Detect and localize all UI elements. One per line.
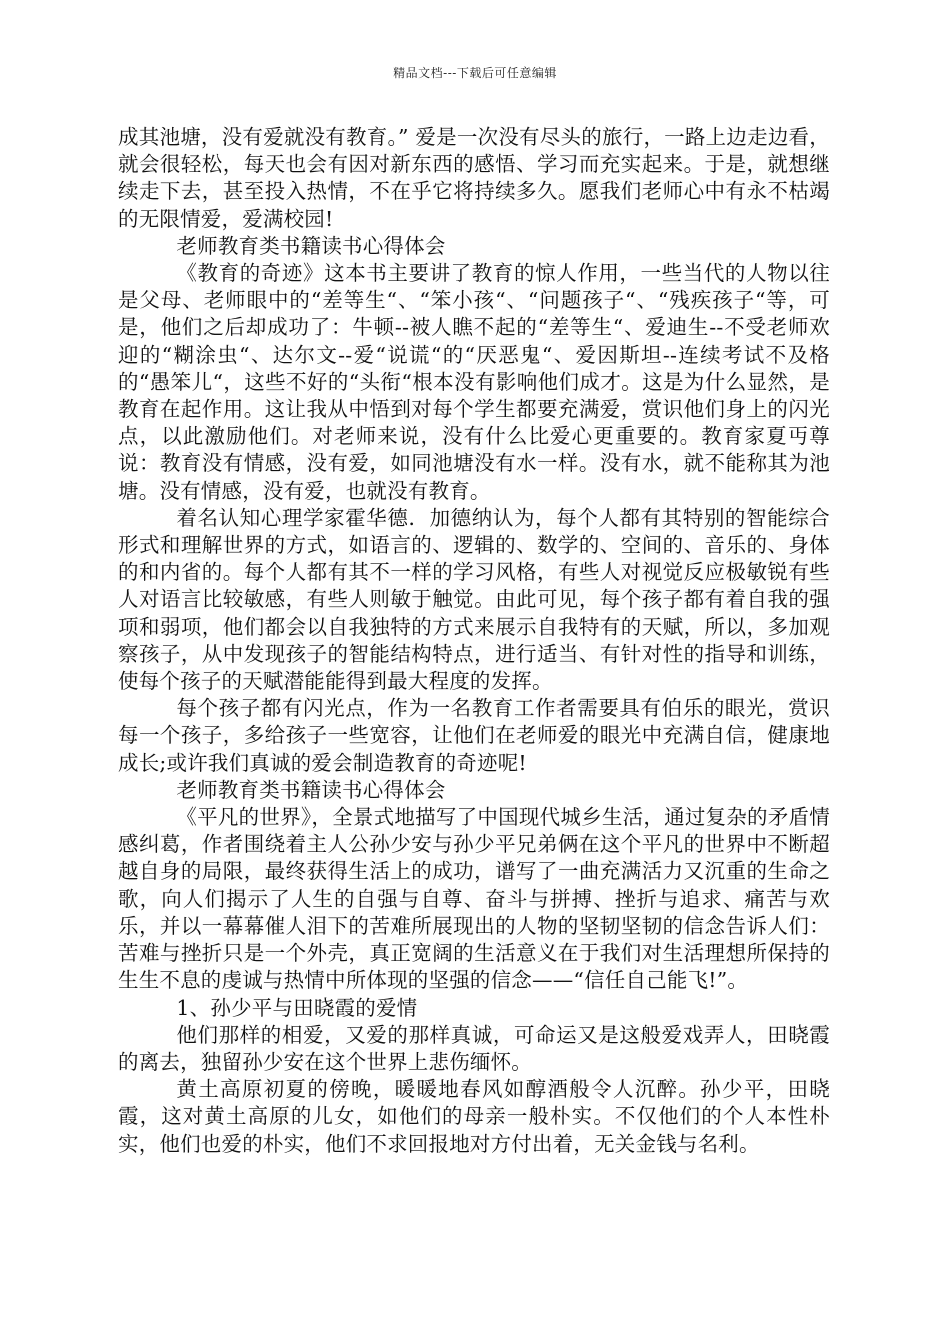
paragraph: 《平凡的世界》，全景式地描写了中国现代城乡生活，通过复杂的矛盾情感纠葛，作者围绕着主人公孙少安与孙少平兄弟俩在这个平凡的世界中不断超越自身的局限，最终获得生活上的成功，谱写了一曲充满活力又沉重的生命之歌，向人们揭示了人生的自强与自尊、奋斗与拼搏、挫折与追求、痛苦与欢乐，并以一幕幕催人泪下的苦难所展现出的人物的坚韧坚韧的信念告诉人们：苦难与挫折只是一个外壳，真正宽阔的生活意义在于我们对生活理想所保持的生生不息的虔诚与热情中所体现的坚强的信念——“信任自己能飞!”。 [118, 805, 830, 993]
document-body [118, 124, 830, 1158]
paragraph: 每个孩子都有闪光点，作为一名教育工作者需要具有伯乐的眼光，赏识每一个孩子，多给孩子一些宽容，让他们在老师爱的眼光中充满自信，健康地成长;或许我们真诚的爱会制造教育的奇迹呢! [118, 696, 830, 775]
section-heading: 老师教育类书籍读书心得体会 [176, 777, 446, 802]
paragraph: 《教育的奇迹》这本书主要讲了教育的惊人作用，一些当代的人物以往是父母、老师眼中的“差等生“、“笨小孩“、“问题孩子“、“残疾孩子“等，可是，他们之后却成功了：牛顿--被人瞧不起的“差等生“、爱迪生--不受老师欢迎的“糊涂虫“、达尔文--爱“说谎“的“厌恶鬼“、爱因斯坦--连续考试不及格的“愚笨儿“，这些不好的“头衔“根本没有影响他们成才。这是为什么显然，是教育在起作用。这让我从中悟到对每个学生都要充满爱，赏识他们身上的闪光点，以此激励他们。对老师来说，没有什么比爱心更重要的。教育家夏丏尊说：教育没有情感，没有爱，如同池塘没有水一样。没有水，就不能称其为池塘。没有情感，没有爱，也就没有教育。 [118, 261, 830, 503]
paragraph: 成其池塘，没有爱就没有教育。” 爱是一次没有尽头的旅行，一路上边走边看，就会很轻松，每天也会有因对新东西的感悟、学习而充实起来。于是，就想继续走下去，甚至投入热情，不在乎它将持续多久。愿我们老师心中有永不枯竭的无限情爱，爱满校园! [118, 125, 830, 231]
paragraph: 黄土高原初夏的傍晚，暖暖地春风如醇酒般令人沉醉。孙少平，田晓霞，这对黄土高原的儿女，如他们的母亲一般朴实。不仅他们的个人本性朴实，他们也爱的朴实，他们不求回报地对方付出着，无关金钱与名利。 [118, 1077, 830, 1156]
subsection-heading: 1、孙少平与田晓霞的爱情 [176, 995, 418, 1020]
paragraph: 着名认知心理学家霍华德．加德纳认为，每个人都有其特别的智能综合形式和理解世界的方式，如语言的、逻辑的、数学的、空间的、音乐的、身体的和内省的。每个人都有其不一样的学习风格，有些人对视觉反应极敏锐有些人对语言比较敏感，有些人则敏于触觉。由此可见，每个孩子都有着自我的强项和弱项，他们都会以自我独特的方式来展示自我特有的天赋，所以，多加观察孩子，从中发现孩子的智能结构特点，进行适当、有针对性的指导和训练，使每个孩子的天赋潜能能得到最大程度的发挥。 [118, 505, 830, 694]
paragraph: 他们那样的相爱，又爱的那样真诚，可命运又是这般爱戏弄人，田晓霞的离去，独留孙少安在这个世界上悲伤缅怀。 [118, 1022, 830, 1074]
page-header: 精品文档---下载后可任意编辑 [393, 66, 557, 80]
section-heading: 老师教育类书籍读书心得体会 [176, 233, 446, 258]
